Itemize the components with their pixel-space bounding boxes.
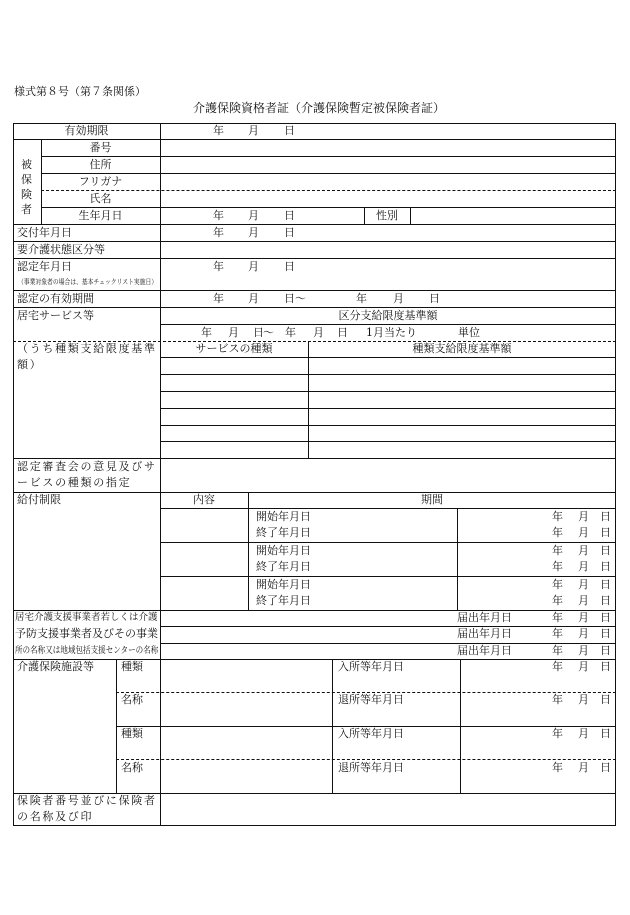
row-divider: [160, 374, 616, 375]
month-mark: 月: [248, 292, 259, 305]
month-mark: 月: [578, 594, 589, 607]
unit-label: 単位: [458, 326, 480, 339]
benefit-restriction-label: 給付制限: [17, 493, 61, 506]
month-mark: 月: [578, 611, 589, 624]
month-mark: 月: [578, 578, 589, 591]
month-mark: 月: [248, 226, 259, 239]
end-date-label: 終了年月日: [256, 560, 311, 573]
row-divider: [160, 441, 616, 442]
care-plan-provider-label-line2: 予防支援事業者及びその事業: [15, 627, 158, 640]
row-divider: [13, 139, 616, 140]
per-month-label: 1月当たり: [366, 326, 417, 339]
period-header: 期間: [421, 493, 443, 506]
gender-label: 性別: [376, 209, 398, 222]
row-divider: [13, 492, 616, 493]
insured-group-label: 被保険者: [21, 158, 32, 216]
discharge-date-label: 退所等年月日: [338, 761, 404, 774]
year-mark: 年: [552, 644, 563, 657]
year-mark: 年: [213, 226, 224, 239]
row-divider: [13, 241, 616, 242]
year-mark: 年: [552, 727, 563, 740]
facility-name-label: 名称: [121, 761, 143, 774]
day-mark: 日: [600, 644, 611, 657]
type-limit-label-line2: 額）: [17, 358, 43, 371]
column-divider: [410, 207, 411, 224]
row-divider: [41, 207, 616, 208]
service-type-header: サービスの種類: [195, 342, 273, 355]
insured-name-label: 氏名: [89, 192, 112, 205]
month-mark: 月: [578, 526, 589, 539]
day-mark: 日: [600, 660, 611, 673]
day-mark: 日: [600, 544, 611, 557]
row-divider: [13, 610, 616, 611]
day-mark: 日: [337, 326, 348, 339]
range-tilde: ～: [263, 326, 274, 339]
day-mark: 日: [284, 226, 295, 239]
certification-date-label: 認定年月日: [17, 260, 72, 273]
column-divider: [460, 659, 461, 793]
row-divider: [13, 307, 616, 308]
month-mark: 月: [578, 560, 589, 573]
month-mark: 月: [228, 326, 239, 339]
row-divider: [160, 408, 616, 409]
issue-date-label: 交付年月日: [17, 226, 72, 239]
type-limit-amount-header: 種類支給限度基準額: [412, 342, 512, 355]
column-divider: [457, 508, 458, 610]
insured-furigana-label: フリガナ: [78, 175, 123, 188]
day-mark: 日: [600, 560, 611, 573]
day-mark: 日: [429, 292, 440, 305]
certification-period-label: 認定の有効期間: [17, 292, 94, 305]
year-mark: 年: [552, 611, 563, 624]
day-mark: 日: [600, 761, 611, 774]
month-mark: 月: [578, 644, 589, 657]
facility-name-label: 名称: [121, 693, 143, 706]
row-divider: [13, 458, 616, 459]
day-mark: 日: [284, 124, 295, 137]
year-mark: 年: [552, 526, 563, 539]
row-divider: [160, 425, 616, 426]
day-mark: 日: [600, 727, 611, 740]
month-mark: 月: [313, 326, 324, 339]
care-plan-provider-label-line1: 居宅介護支援事業者若しくは介護: [15, 612, 158, 623]
day-mark: 日: [600, 611, 611, 624]
dashed-row-divider: [41, 190, 616, 191]
certification-date-note: （事業対象者の場合は、基本チェックリスト実施日）: [18, 278, 158, 286]
month-mark: 月: [578, 544, 589, 557]
committee-opinion-label-line2: ービスの種類の指定: [17, 476, 132, 489]
month-mark: 月: [248, 124, 259, 137]
month-mark: 月: [578, 510, 589, 523]
row-divider: [13, 290, 616, 291]
month-mark: 月: [578, 627, 589, 640]
month-mark: 月: [578, 660, 589, 673]
month-mark: 月: [578, 761, 589, 774]
month-mark: 月: [578, 727, 589, 740]
row-divider: [160, 324, 616, 325]
year-mark: 年: [552, 594, 563, 607]
notification-date-label: 届出年月日: [457, 627, 512, 640]
month-mark: 月: [393, 292, 404, 305]
column-divider: [248, 492, 249, 610]
row-divider: [41, 173, 616, 174]
range-tilde: ～: [295, 292, 306, 305]
day-mark: 日: [600, 627, 611, 640]
dashed-row-divider: [116, 759, 616, 760]
row-divider: [13, 258, 616, 259]
column-divider: [332, 659, 333, 793]
admission-date-label: 入所等年月日: [338, 727, 404, 740]
day-mark: 日: [284, 292, 295, 305]
year-mark: 年: [552, 660, 563, 673]
day-mark: 日: [284, 260, 295, 273]
year-mark: 年: [552, 544, 563, 557]
insurer-label-line1: 保険者番号並びに保険者: [17, 794, 157, 807]
limit-amount-header: 区分支給限度基準額: [338, 309, 438, 322]
form-number: 様式第８号（第７条関係）: [14, 85, 146, 98]
start-date-label: 開始年月日: [256, 578, 311, 591]
discharge-date-label: 退所等年月日: [338, 693, 404, 706]
care-level-label: 要介護状態区分等: [17, 243, 105, 256]
validity-label: 有効期限: [64, 124, 109, 137]
row-divider: [160, 643, 616, 644]
year-mark: 年: [213, 209, 224, 222]
day-mark: 日: [600, 510, 611, 523]
insured-address-label: 住所: [89, 158, 112, 171]
column-divider: [160, 123, 161, 826]
month-mark: 月: [578, 693, 589, 706]
column-divider: [116, 659, 117, 793]
row-divider: [160, 542, 616, 543]
care-plan-provider-label-line3: 所の名称又は地域包括支援センターの名称: [15, 646, 159, 656]
start-date-label: 開始年月日: [256, 510, 311, 523]
year-mark: 年: [552, 560, 563, 573]
insurer-label-line2: の名称及び印: [17, 810, 94, 823]
form-title: 介護保険資格者証（介護保険暫定被保険者証）: [192, 101, 445, 115]
birth-date-label: 生年月日: [78, 209, 123, 222]
content-header: 内容: [193, 493, 215, 506]
facility-label: 介護保険施設等: [17, 660, 94, 673]
notification-date-label: 届出年月日: [457, 611, 512, 624]
year-mark: 年: [213, 292, 224, 305]
facility-type-label: 種類: [121, 727, 143, 740]
type-limit-label-line1: （うち種類支給限度基準: [17, 342, 157, 355]
row-divider: [160, 357, 616, 358]
row-divider: [13, 224, 616, 225]
month-mark: 月: [248, 209, 259, 222]
day-mark: 日: [284, 209, 295, 222]
notification-date-label: 届出年月日: [457, 644, 512, 657]
row-divider: [41, 156, 616, 157]
row-divider: [160, 391, 616, 392]
end-date-label: 終了年月日: [256, 594, 311, 607]
year-mark: 年: [213, 124, 224, 137]
form-table-border: [13, 123, 616, 826]
column-divider: [308, 341, 309, 458]
year-mark: 年: [213, 260, 224, 273]
year-mark: 年: [356, 292, 367, 305]
year-mark: 年: [552, 627, 563, 640]
day-mark: 日: [600, 526, 611, 539]
year-mark: 年: [201, 326, 212, 339]
committee-opinion-label-line1: 認定審査会の意見及びサ: [17, 460, 157, 473]
day-mark: 日: [600, 594, 611, 607]
month-mark: 月: [248, 260, 259, 273]
day-mark: 日: [600, 578, 611, 591]
facility-type-label: 種類: [121, 660, 143, 673]
admission-date-label: 入所等年月日: [338, 660, 404, 673]
row-divider: [13, 659, 616, 660]
insured-number-label: 番号: [89, 141, 112, 154]
year-mark: 年: [552, 578, 563, 591]
row-divider: [160, 508, 616, 509]
end-date-label: 終了年月日: [256, 526, 311, 539]
year-mark: 年: [285, 326, 296, 339]
day-mark: 日: [253, 326, 264, 339]
home-services-label: 居宅サービス等: [17, 309, 94, 322]
year-mark: 年: [552, 761, 563, 774]
row-divider: [160, 576, 616, 577]
row-divider: [160, 626, 616, 627]
year-mark: 年: [552, 693, 563, 706]
start-date-label: 開始年月日: [256, 544, 311, 557]
day-mark: 日: [600, 693, 611, 706]
year-mark: 年: [552, 510, 563, 523]
